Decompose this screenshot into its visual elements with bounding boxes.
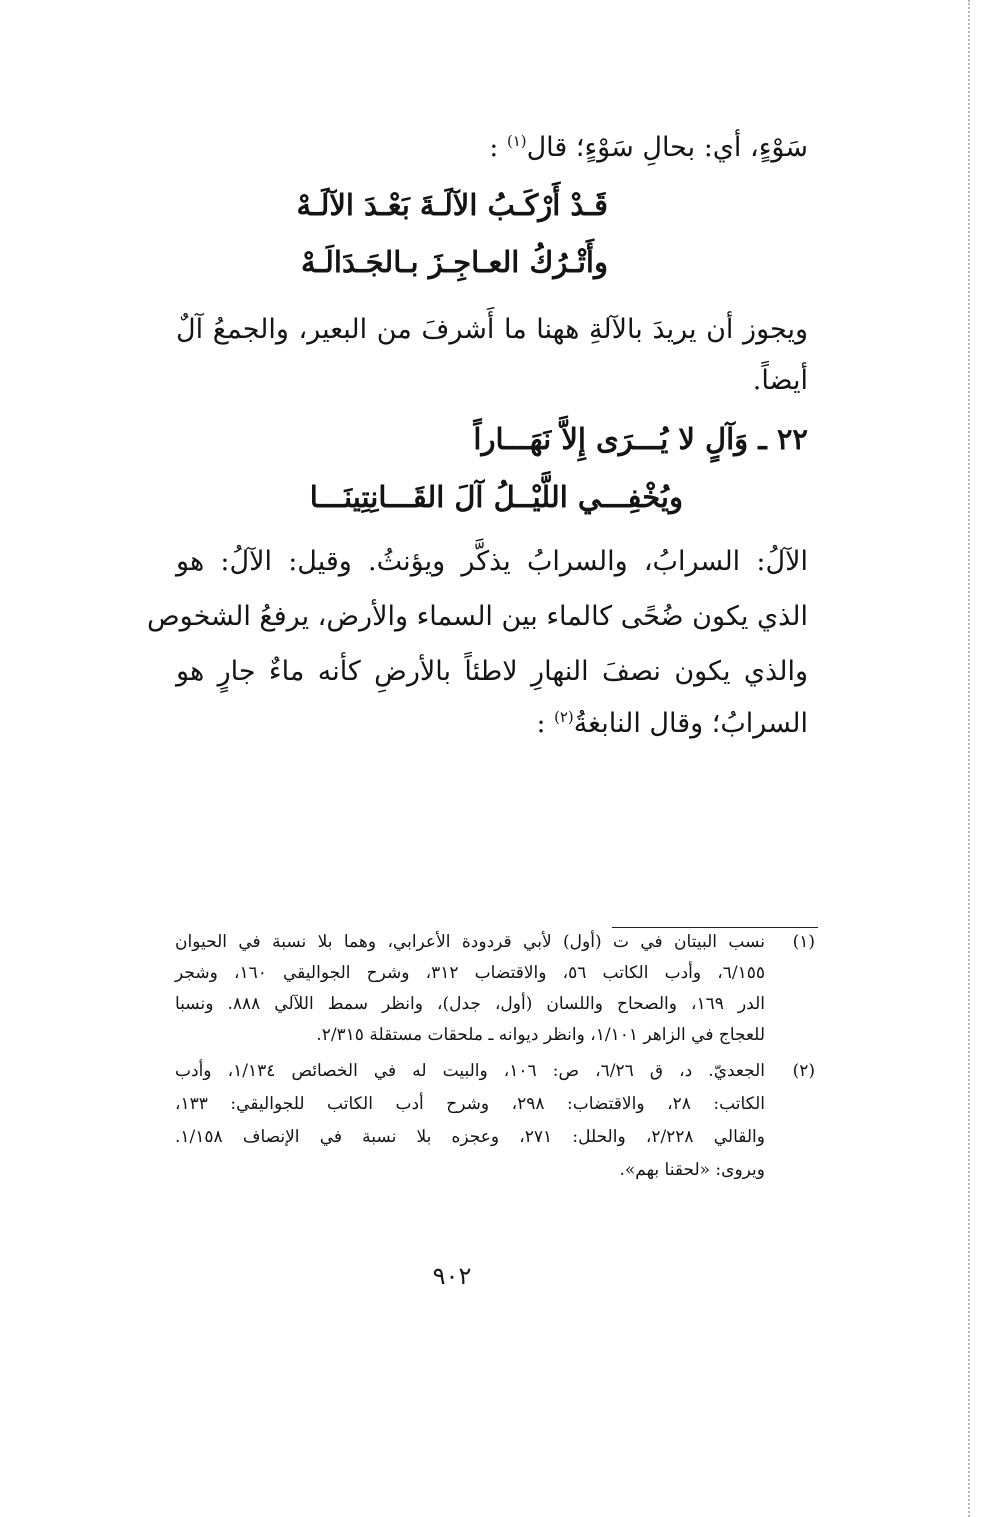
footnote-2-line-3: والقالي ٢/٢٢٨، والحلل: ٢٧١، وعجزه بلا نسبة في الإنصاف ١/١٥٨. [175, 1127, 765, 1147]
footnote-1-number: (١) [792, 932, 815, 952]
para1-line-1: ويجوز أن يريدَ بالآلةِ ههنا ما أَشرفَ من البعير، والجمعُ آلٌ [176, 314, 808, 345]
intro-line [489, 132, 808, 163]
para1-line-2: أيضاً. [752, 365, 808, 396]
footnote-2-line-2: الكاتب: ٢٨، والاقتضاب: ٢٩٨، وشرح أدب الكاتب للجواليقي: ١٣٣، [175, 1094, 765, 1114]
para2-line-4-colon: : [536, 708, 555, 739]
para2-line-3: والذي يكون نصفَ النهارِ لاطئاً بالأرضِ كأنه ماءٌ جارٍ هو [176, 656, 808, 687]
verse2-hemistich-2: ويُخْفِـــي اللَّيْــلُ آلَ القَـــانِتِينَـــا [309, 480, 683, 514]
page-number: ٩٠٢ [432, 1262, 472, 1290]
footnote-1-line-1: نسب البيتان في ت (أول) لأبي قردودة الأعرابي، وهما بلا نسبة في الحيوان [175, 932, 765, 952]
verse2-hemistich-1: ٢٢ ـ وَآلٍ لا يُـــرَى إِلاَّ نَهَـــاراً [473, 422, 808, 456]
footnote-1-line-2: ٦/١٥٥، وأدب الكاتب ٥٦، والاقتضاب ٣١٢، وشرح الجواليقي ١٦٠، وشجر [175, 963, 765, 983]
para2-line-2: الذي يكون ضُحًى كالماء بين السماء والأرض، يرفعُ الشخوص [146, 601, 808, 632]
footnote-2-line-4: ويروى: «لحقنا بهم». [619, 1160, 765, 1180]
footnote-2-line-1: الجعديّ. د، ق ٦/٢٦، ص: ١٠٦، والبيت له في الخصائص ١/١٣٤، وأدب [175, 1061, 766, 1081]
intro-text: سَوْءٍ، أي: بحالِ سَوْءٍ؛ قال [526, 132, 808, 163]
footnote-separator [612, 927, 818, 928]
para2-line-4 [536, 708, 808, 739]
para2-line-4-text: السرابُ؛ وقال النابغةُ [573, 708, 808, 739]
footnote-ref-1: (١) [506, 132, 527, 150]
footnote-2-number: (٢) [792, 1061, 815, 1081]
intro-colon: : [489, 132, 507, 163]
para2-line-1: الآلُ: السرابُ، والسرابُ يذكَّر ويؤنثُ. وقيل: الآلُ: هو [176, 546, 808, 577]
footnote-ref-2: (٢) [554, 708, 574, 726]
footnote-1-line-3: الدر ١٦٩، والصحاح واللسان (أول، جدل)، وانظر سمط اللآلي ٨٨٨. ونسبا [175, 994, 765, 1014]
footnote-1-line-4: للعجاج في الزاهر ١/١٠١، وانظر ديوانه ـ ملحقات مستقلة ٢/٣١٥. [316, 1025, 765, 1045]
page-edge-dotted-line [968, 0, 970, 1517]
verse1-hemistich-1: قَـدْ أَرْكَـبُ الآلَـةَ بَعْـدَ الآلَـهْ [296, 188, 608, 222]
verse1-hemistich-2: وأَتْـرُكُ العـاجِـزَ بـالجَـدَالَـهْ [301, 245, 608, 279]
